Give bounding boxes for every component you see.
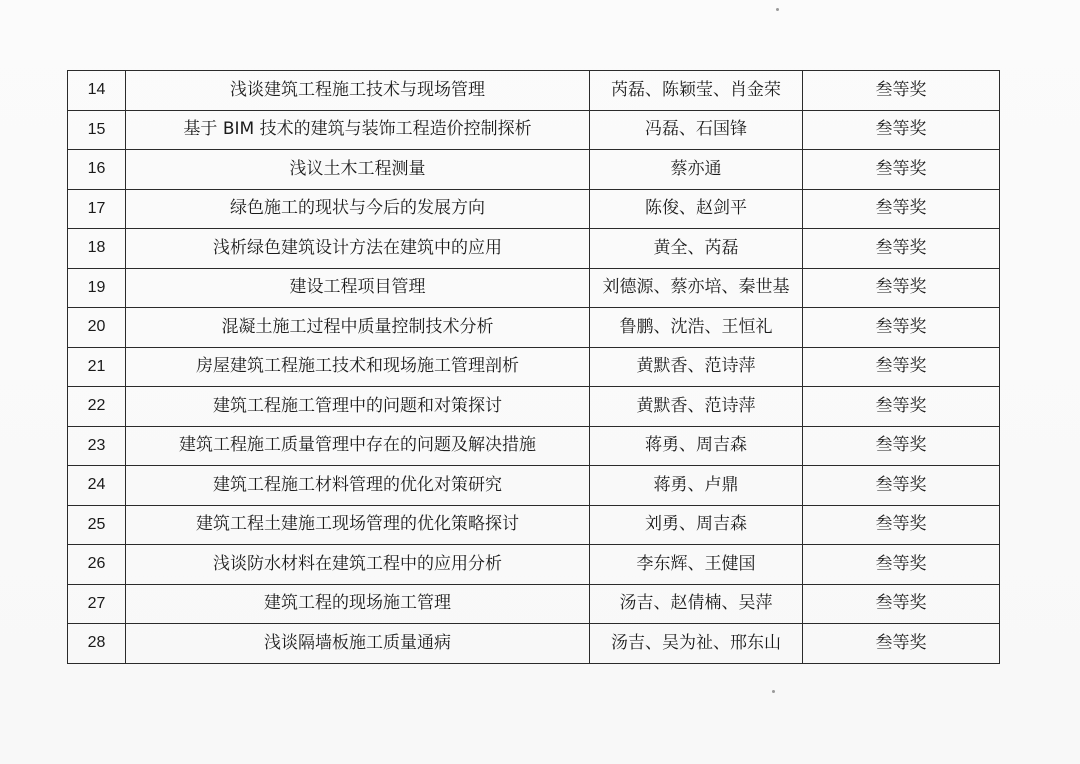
authors-cell: 蒋勇、卢鼎: [590, 466, 803, 506]
row-number-cell: 22: [68, 387, 126, 427]
table-row: [68, 71, 1000, 111]
award-cell: 叁等奖: [803, 150, 1000, 190]
paper-title-cell: 建筑工程施工质量管理中存在的问题及解决措施: [126, 426, 590, 466]
paper-title-cell: 浅谈隔墙板施工质量通病: [126, 624, 590, 664]
award-cell: 叁等奖: [803, 387, 1000, 427]
table-row: [68, 505, 1000, 545]
table-row: [68, 150, 1000, 190]
row-number-cell: 28: [68, 624, 126, 664]
authors-cell: 刘勇、周吉森: [590, 505, 803, 545]
row-number-cell: 21: [68, 347, 126, 387]
table-row: [68, 426, 1000, 466]
paper-title-cell: 混凝土施工过程中质量控制技术分析: [126, 308, 590, 348]
row-number-cell: 23: [68, 426, 126, 466]
table-row: [68, 387, 1000, 427]
award-cell: 叁等奖: [803, 268, 1000, 308]
row-number-cell: 25: [68, 505, 126, 545]
award-cell: 叁等奖: [803, 308, 1000, 348]
table-row: [68, 624, 1000, 664]
paper-title-cell: 浅析绿色建筑设计方法在建筑中的应用: [126, 229, 590, 269]
row-number-cell: 17: [68, 189, 126, 229]
paper-title-cell: 建筑工程施工材料管理的优化对策研究: [126, 466, 590, 506]
row-number-cell: 14: [68, 71, 126, 111]
award-cell: 叁等奖: [803, 545, 1000, 585]
table-row: [68, 229, 1000, 269]
authors-cell: 陈俊、赵剑平: [590, 189, 803, 229]
award-cell: 叁等奖: [803, 426, 1000, 466]
table-row: [68, 308, 1000, 348]
table-row: [68, 545, 1000, 585]
authors-cell: 李东辉、王健国: [590, 545, 803, 585]
row-number-cell: 19: [68, 268, 126, 308]
paper-title-cell: 绿色施工的现状与今后的发展方向: [126, 189, 590, 229]
authors-cell: 汤吉、赵倩楠、吴萍: [590, 584, 803, 624]
awards-table-body: [68, 71, 1000, 664]
paper-title-cell: 浅议土木工程测量: [126, 150, 590, 190]
paper-title-cell: 房屋建筑工程施工技术和现场施工管理剖析: [126, 347, 590, 387]
row-number-cell: 20: [68, 308, 126, 348]
table-row: [68, 347, 1000, 387]
authors-cell: 黄默香、范诗萍: [590, 347, 803, 387]
table-row: [68, 268, 1000, 308]
scan-speck: [772, 690, 775, 693]
authors-cell: 蒋勇、周吉森: [590, 426, 803, 466]
row-number-cell: 26: [68, 545, 126, 585]
award-cell: 叁等奖: [803, 505, 1000, 545]
paper-title-cell: 建筑工程土建施工现场管理的优化策略探讨: [126, 505, 590, 545]
scan-speck: [776, 8, 779, 11]
award-cell: 叁等奖: [803, 71, 1000, 111]
award-cell: 叁等奖: [803, 347, 1000, 387]
paper-title-cell: 建筑工程的现场施工管理: [126, 584, 590, 624]
paper-title-cell: 建设工程项目管理: [126, 268, 590, 308]
row-number-cell: 24: [68, 466, 126, 506]
paper-title-cell: 基于 BIM 技术的建筑与装饰工程造价控制探析: [126, 110, 590, 150]
awards-table: [67, 70, 1000, 664]
row-number-cell: 27: [68, 584, 126, 624]
authors-cell: 黄全、芮磊: [590, 229, 803, 269]
award-cell: 叁等奖: [803, 624, 1000, 664]
award-cell: 叁等奖: [803, 110, 1000, 150]
authors-cell: 汤吉、吴为祉、邢东山: [590, 624, 803, 664]
award-cell: 叁等奖: [803, 229, 1000, 269]
authors-cell: 芮磊、陈颖莹、肖金荣: [590, 71, 803, 111]
table-row: [68, 584, 1000, 624]
paper-title-cell: 浅谈建筑工程施工技术与现场管理: [126, 71, 590, 111]
authors-cell: 刘德源、蔡亦培、秦世基: [590, 268, 803, 308]
row-number-cell: 18: [68, 229, 126, 269]
authors-cell: 冯磊、石国锋: [590, 110, 803, 150]
authors-cell: 鲁鹏、沈浩、王恒礼: [590, 308, 803, 348]
award-cell: 叁等奖: [803, 466, 1000, 506]
paper-title-cell: 浅谈防水材料在建筑工程中的应用分析: [126, 545, 590, 585]
award-cell: 叁等奖: [803, 584, 1000, 624]
table-row: [68, 466, 1000, 506]
table-row: [68, 110, 1000, 150]
paper-title-cell: 建筑工程施工管理中的问题和对策探讨: [126, 387, 590, 427]
authors-cell: 蔡亦通: [590, 150, 803, 190]
row-number-cell: 15: [68, 110, 126, 150]
row-number-cell: 16: [68, 150, 126, 190]
award-cell: 叁等奖: [803, 189, 1000, 229]
table-row: [68, 189, 1000, 229]
authors-cell: 黄默香、范诗萍: [590, 387, 803, 427]
